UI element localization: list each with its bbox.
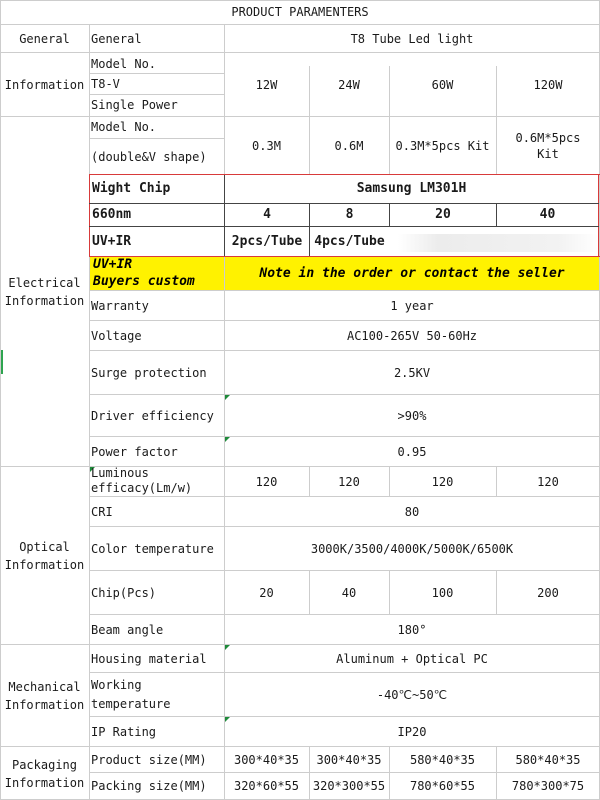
- driver-label: Driver efficiency: [91, 408, 214, 423]
- length-value: 0.3M*5pcs Kit: [395, 138, 490, 153]
- section-mechanical: Mechanical Information: [4, 679, 85, 712]
- custom-note: Note in the order or contact the seller: [259, 265, 565, 281]
- model-shape: (double&V shape): [91, 150, 207, 164]
- packing-size-value: 780*60*55: [409, 779, 476, 793]
- general-label: General: [91, 31, 142, 46]
- cri-label: CRI: [91, 504, 113, 519]
- beam-label: Beam angle: [91, 622, 164, 637]
- housing-value: Aluminum + Optical PC: [336, 651, 488, 666]
- efficacy-value: 120: [431, 474, 454, 489]
- surge-value: 2.5KV: [393, 365, 431, 380]
- work-temp-label: Working: [91, 678, 142, 692]
- model-series: T8-V: [91, 77, 120, 91]
- efficacy-value: 120: [255, 474, 278, 489]
- packing-size-value: 320*60*55: [233, 779, 300, 793]
- efficacy-value: 120: [537, 474, 559, 489]
- power-value: 24W: [338, 77, 360, 92]
- uvir-value: 2pcs/Tube: [231, 233, 303, 249]
- length-value: 0.6M*5pcs Kit: [515, 130, 581, 161]
- warranty-value: 1 year: [390, 298, 434, 313]
- power-value: 12W: [255, 77, 278, 92]
- product-size-value: 300*40*35: [316, 752, 382, 767]
- driver-value: >90%: [397, 408, 427, 423]
- color-temp-value: 3000K/3500/4000K/5000K/6500K: [310, 541, 514, 556]
- nm660-value: 20: [435, 207, 451, 222]
- product-size-label: Product size(MM): [91, 752, 207, 767]
- nm660-value: 40: [539, 207, 556, 222]
- nm660-value: 4: [263, 207, 271, 222]
- chip-count-value: 100: [431, 585, 454, 600]
- efficacy-label: Luminous: [91, 466, 149, 480]
- length-value: 0.3M: [252, 138, 281, 153]
- redacted-area: [398, 234, 598, 252]
- chip-label: Wight Chip: [92, 181, 171, 196]
- warranty-label: Warranty: [91, 298, 149, 313]
- model-power-type: Single Power: [91, 98, 178, 112]
- voltage-label: Voltage: [91, 328, 142, 343]
- product-size-value: 580*40*35: [409, 752, 476, 767]
- chip-count-value: 20: [259, 585, 274, 600]
- general-value: T8 Tube Led light: [350, 31, 474, 46]
- packing-size-value: 320*300*55: [312, 779, 386, 793]
- ip-value: IP20: [397, 724, 427, 739]
- chip-count-value: 200: [537, 585, 559, 600]
- custom-label: Buyers custom: [93, 274, 195, 289]
- product-size-value: 300*40*35: [233, 752, 300, 767]
- section-electrical: Electrical Information: [4, 275, 85, 308]
- housing-label: Housing material: [91, 651, 207, 666]
- uvir-label: UV+IR: [92, 233, 132, 249]
- work-temp-value: -40℃~50℃: [376, 687, 448, 702]
- ip-label: IP Rating: [91, 724, 157, 739]
- chip-value: Samsung LM301H: [356, 181, 467, 196]
- surge-label: Surge protection: [91, 365, 207, 380]
- table-title: PRODUCT PARAMENTERS: [231, 5, 369, 19]
- nm660-label: 660nm: [92, 207, 132, 222]
- section-general: General: [19, 31, 70, 46]
- pf-label: Power factor: [91, 444, 178, 459]
- uvir-value: 4pcs/Tube: [314, 233, 385, 249]
- efficacy-unit: efficacy(Lm/w): [91, 480, 193, 495]
- power-value: 60W: [431, 77, 454, 92]
- model-label: Model No.: [91, 120, 157, 134]
- product-size-value: 580*40*35: [515, 752, 581, 767]
- cri-value: 80: [404, 504, 420, 519]
- chip-count-label: Chip(Pcs): [91, 585, 157, 600]
- efficacy-value: 120: [338, 474, 360, 489]
- packing-size-label: Packing size(MM): [91, 779, 207, 793]
- custom-label: UV+IR: [93, 257, 133, 272]
- beam-value: 180°: [397, 622, 427, 637]
- pf-value: 0.95: [397, 444, 427, 459]
- color-temp-label: Color temperature: [91, 541, 214, 556]
- nm660-value: 8: [345, 207, 354, 222]
- model-label: Model No.: [91, 57, 157, 71]
- power-value: 120W: [533, 77, 563, 92]
- packing-size-value: 780*300*75: [511, 779, 585, 793]
- section-optical: Optical Information: [4, 539, 85, 572]
- work-temp-label: temperature: [91, 697, 171, 711]
- chip-count-value: 40: [341, 585, 357, 600]
- section-packaging: Packaging Information: [4, 757, 85, 790]
- length-value: 0.6M: [334, 138, 364, 153]
- section-information: Information: [4, 77, 85, 92]
- voltage-value: AC100-265V 50-60Hz: [346, 328, 478, 343]
